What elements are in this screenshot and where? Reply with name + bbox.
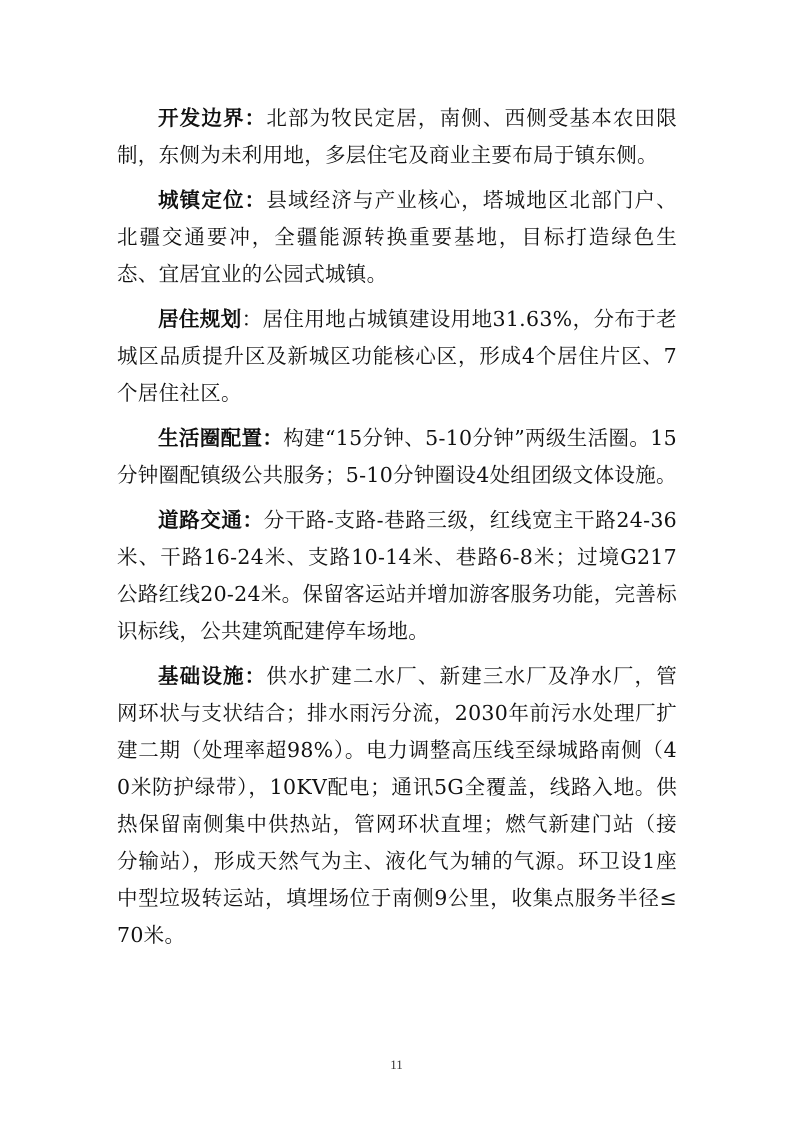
paragraph-heading: 开发边界：: [158, 106, 267, 130]
paragraph-development-boundary: [117, 100, 677, 174]
paragraph-text: 构建“15分钟、5-10分钟”两级生活圈。15分钟圈配镇级公共服务；5-10分钟圈设4处组团级文体设施。: [117, 426, 677, 487]
paragraph-living-circle: [117, 420, 677, 494]
paragraph-text: 分干路-支路-巷路三级，红线宽主干路24-36米、干路16-24米、支路10-14米、巷路6-8米；过境G217公路红线20-24米。保留客运站并增加游客服务功能，完善标识标线，公共建筑配建停车场地。: [117, 508, 678, 643]
paragraph-town-positioning: [117, 182, 677, 293]
paragraph-text: 县域经济与产业核心，塔城地区北部门户、北疆交通要冲，全疆能源转换重要基地，目标打造绿色生态、宜居宜业的公园式城镇。: [117, 188, 678, 286]
document-body: [117, 100, 677, 954]
paragraph-heading: 居住规划: [158, 307, 242, 331]
paragraph-infrastructure: [117, 658, 677, 954]
paragraph-heading: 生活圈配置：: [158, 426, 284, 450]
paragraph-residential-planning: [117, 301, 677, 412]
page-number: 11: [390, 1057, 403, 1072]
paragraph-heading: 道路交通：: [158, 508, 264, 532]
paragraph-heading: 城镇定位：: [158, 188, 267, 212]
paragraph-text: 供水扩建二水厂、新建三水厂及净水厂，管网环状与支状结合；排水雨污分流，2030年前污水处理厂扩建二期（处理率超98%）。电力调整高压线至绿城路南侧（40米防护绿带），10KV配电；通讯5G全覆盖，线路入地。供热保留南侧集中供热站，管网环状直埋；燃气新建门站（接分输站），形成天然气为主、液化气为辅的气源。环卫设1座中型垃圾转运站，填埋场位于南侧9公里，收集点服务半径≤70米。: [117, 664, 678, 947]
paragraph-text: ：居住用地占城镇建设用地31.63%，分布于老城区品质提升区及新城区功能核心区，形成4个居住片区、7个居住社区。: [117, 307, 677, 405]
paragraph-road-traffic: [117, 502, 677, 650]
paragraph-heading: 基础设施：: [158, 664, 267, 688]
paragraph-text: 北部为牧民定居，南侧、西侧受基本农田限制，东侧为未利用地，多层住宅及商业主要布局于镇东侧。: [117, 106, 678, 167]
